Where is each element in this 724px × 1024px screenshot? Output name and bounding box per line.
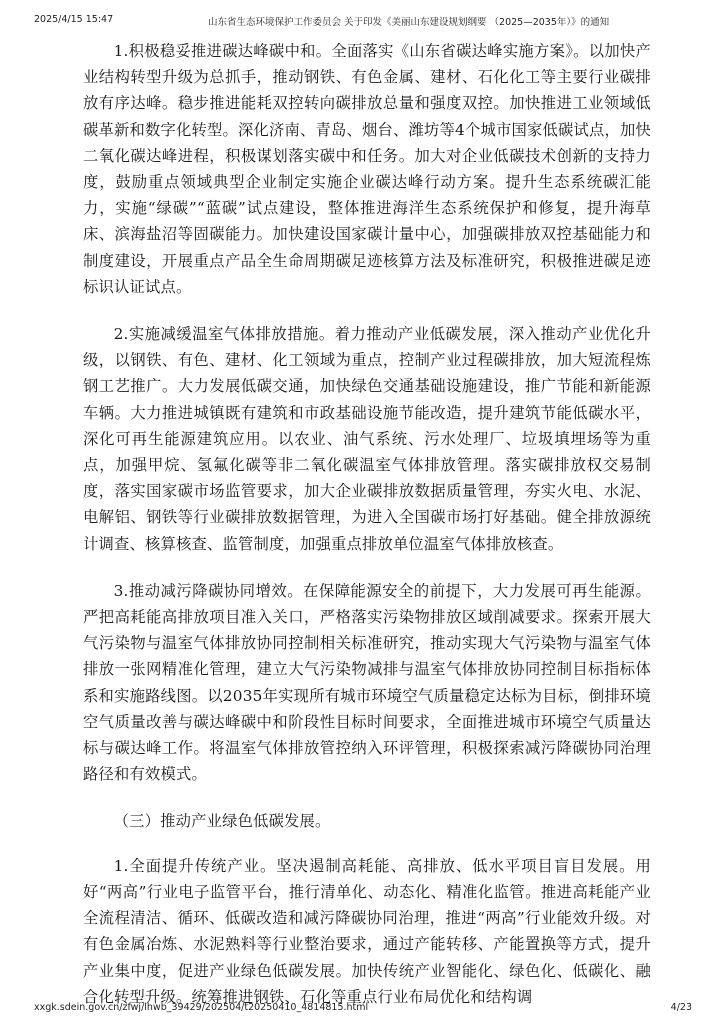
print-header [0, 14, 724, 30]
print-page-title: 山东省生态环境保护工作委员会 关于印发《美丽山东建设规划纲要 （2025—2035年）》的通知 [208, 17, 610, 28]
print-datetime: 2025/4/15 15:47 [34, 14, 114, 25]
print-footer [0, 1002, 724, 1018]
article-body [83, 38, 651, 1024]
paragraph-emission-reduction: 2.实施减缓温室气体排放措施。着力推动产业低碳发展，深入推动产业优化升级，以钢铁、有色、建材、化工领域为重点，控制产业过程碳排放，加大短流程炼钢工艺推广。大力发展低碳交通，加快绿色交通基础设施建设，推广节能和新能源车辆。大力推进城镇既有建筑和市政基础设施节能改造，提升建筑节能低碳水平，深化可再生能源建筑应用。以农业、油气系统、污水处理厂、垃圾填埋场等为重点，加强甲烷、氢氟化碳等非二氧化碳温室气体排放管理。落实碳排放权交易制度，落实国家碳市场监管要求，加大企业碳排放数据质量管理，夯实火电、水泥、电解铝、钢铁等行业碳排放数据管理，为进入全国碳市场打好基础。健全排放源统计调查、核算核查、监管制度，加强重点排放单位温室气体排放核查。 [83, 325, 651, 553]
section-heading-green-industry: （三）推动产业绿色低碳发展。 [113, 812, 331, 831]
page-url: xxgk.sdein.gov.cn/zfwj/lhwb_39429/202504/t20250410_4814815.html [34, 1002, 369, 1013]
paragraph-carbon-peak: 1.积极稳妥推进碳达峰碳中和。全面落实《山东省碳达峰实施方案》。以加快产业结构转型升级为总抓手，推动钢铁、有色金属、建材、石化化工等主要行业碳排放有序达峰。稳步推进能耗双控转向碳排放总量和强度双控。加快推进工业领域低碳革新和数字化转型。深化济南、青岛、烟台、潍坊等4个城市国家低碳试点，加快二氧化碳达峰进程，积极谋划落实碳中和任务。加大对企业低碳技术创新的支持力度，鼓励重点领域典型企业制定实施企业碳达峰行动方案。提升生态系统碳汇能力，实施“绿碳”“蓝碳”试点建设，整体推进海洋生态系统保护和修复，提升海草床、滨海盐沼等固碳能力。加快建设国家碳计量中心，加强碳排放双控基础能力和制度建设，开展重点产品全生命周期碳足迹核算方法及标准研究，积极推进碳足迹标识认证试点。 [83, 42, 651, 296]
paragraph-pollution-carbon-synergy: 3.推动减污降碳协同增效。在保障能源安全的前提下，大力发展可再生能源。严把高耗能高排放项目准入关口，严格落实污染物排放区域削减要求。探索开展大气污染物与温室气体排放协同控制相关标准研究，推动实现大气污染物与温室气体排放一张网精准化管理，建立大气污染物减排与温室气体排放协同控制目标指标体系和实施路线图。以2035年实现所有城市环境空气质量稳定达标为目标，倒排环境空气质量改善与碳达峰碳中和阶段性目标时间要求，全面推进城市环境空气质量达标与碳达峰工作。将温室气体排放管控纳入环评管理，积极探索减污降碳协同治理路径和有效模式。 [83, 581, 651, 784]
page-number: 4/23 [670, 1002, 692, 1013]
paragraph-traditional-industry: 1.全面提升传统产业。坚决遏制高耗能、高排放、低水平项目盲目发展。用好“两高”行业电子监管平台，推行清单化、动态化、精准化监管。推进高耗能产业全流程清洁、循环、低碳改造和减污降碳协同治理，推进“两高”行业能效升级。对有色金属冶炼、水泥熟料等行业整治要求，通过产能转移、产能置换等方式，提升产业集中度，促进产业绿色低碳发展。加快传统产业智能化、绿色化、低碳化、融合化转型升级。统筹推进钢铁、石化等重点行业布局优化和结构调 [83, 856, 651, 1006]
